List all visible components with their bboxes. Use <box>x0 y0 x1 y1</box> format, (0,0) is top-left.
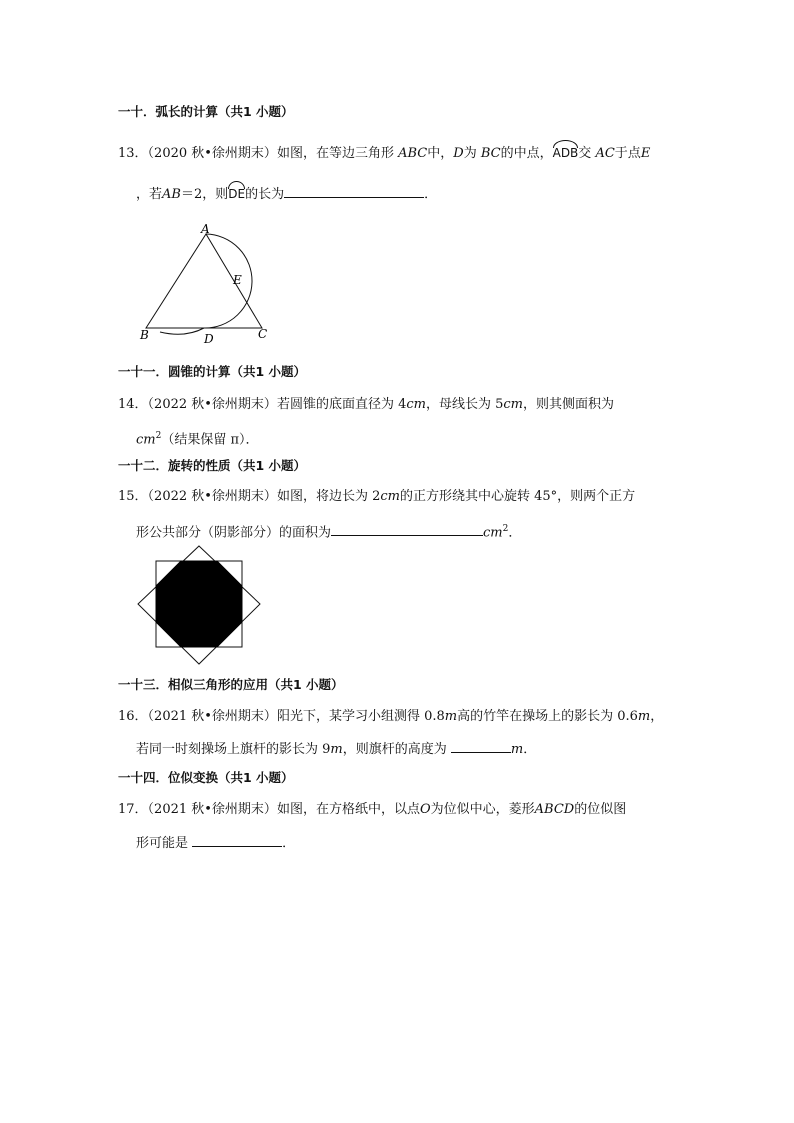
label-a: A <box>201 222 210 236</box>
label-b: B <box>140 328 149 342</box>
question-source: （2021 秋•徐州期末） <box>147 802 277 817</box>
square-original <box>156 561 242 647</box>
question-13-line-2: ，若AB＝2，则DE的长为 ． <box>136 184 437 203</box>
question-source: （2021 秋•徐州期末） <box>147 709 277 724</box>
question-14-line-1: 14．（2022 秋•徐州期末）若圆锥的底面直径为 4cm，母线长为 5cm，则其侧面积为 <box>118 397 614 412</box>
arc-de-symbol: DE <box>228 184 245 202</box>
question-number: 13． <box>118 146 148 161</box>
question-source: （2022 秋•徐州期末） <box>147 397 277 412</box>
answer-blank[interactable] <box>284 185 424 198</box>
question-13-line-1: 13．（2020 秋•徐州期末）如图，在等边三角形 ABC中，D为 BC的中点，ADB交 AC于点E <box>118 143 650 162</box>
question-number: 14． <box>118 397 148 412</box>
answer-blank[interactable] <box>331 523 483 536</box>
question-number: 17． <box>118 802 148 817</box>
triangle-abc <box>146 234 262 328</box>
question-source: （2020 秋•徐州期末） <box>147 146 277 161</box>
label-e: E <box>233 273 242 287</box>
question-16-line-1: 16．（2021 秋•徐州期末）阳光下，某学习小组测得 0.8m高的竹竿在操场上的影长为 0.6m， <box>118 709 664 724</box>
answer-blank[interactable] <box>451 740 511 753</box>
label-d: D <box>204 332 214 346</box>
arc-adb <box>204 234 252 328</box>
shaded-octagon <box>156 561 242 647</box>
section-heading-12: 一十二．旋转的性质（共1 小题） <box>118 458 307 473</box>
question-14-line-2: $cm^2$（结果保留 π）． <box>136 431 259 448</box>
question-17-line-2: 形可能是 ． <box>136 836 296 851</box>
question-16-line-2: 若同一时刻操场上旗杆的影长为 9m，则旗杆的高度为 m． <box>136 742 537 757</box>
section-heading-14: 一十四．位似变换（共1 小题） <box>118 770 294 785</box>
section-heading-10: 一十．弧长的计算（共1 小题） <box>118 104 294 119</box>
answer-blank[interactable] <box>192 834 282 847</box>
question-number: 15． <box>118 489 148 504</box>
square-rotated <box>138 546 260 664</box>
label-c: C <box>258 327 268 341</box>
question-15-line-1: 15．（2022 秋•徐州期末）如图，将边长为 2cm的正方形绕其中心旋转 45°，则两个正方 <box>118 489 636 504</box>
section-heading-13: 一十三．相似三角形的应用（共1 小题） <box>118 677 344 692</box>
arc-adb-symbol: ADB <box>553 143 579 161</box>
section-heading-11: 一十一．圆锥的计算（共1 小题） <box>118 364 307 379</box>
question-source: （2022 秋•徐州期末） <box>147 489 277 504</box>
arc-tail <box>160 328 204 334</box>
question-number: 16． <box>118 709 148 724</box>
question-17-line-1: 17．（2021 秋•徐州期末）如图，在方格纸中，以点O为位似中心，菱形ABCD的位似图 <box>118 802 627 817</box>
question-15-line-2: 形公共部分（阴影部分）的面积为 $cm^2$． <box>136 524 522 541</box>
